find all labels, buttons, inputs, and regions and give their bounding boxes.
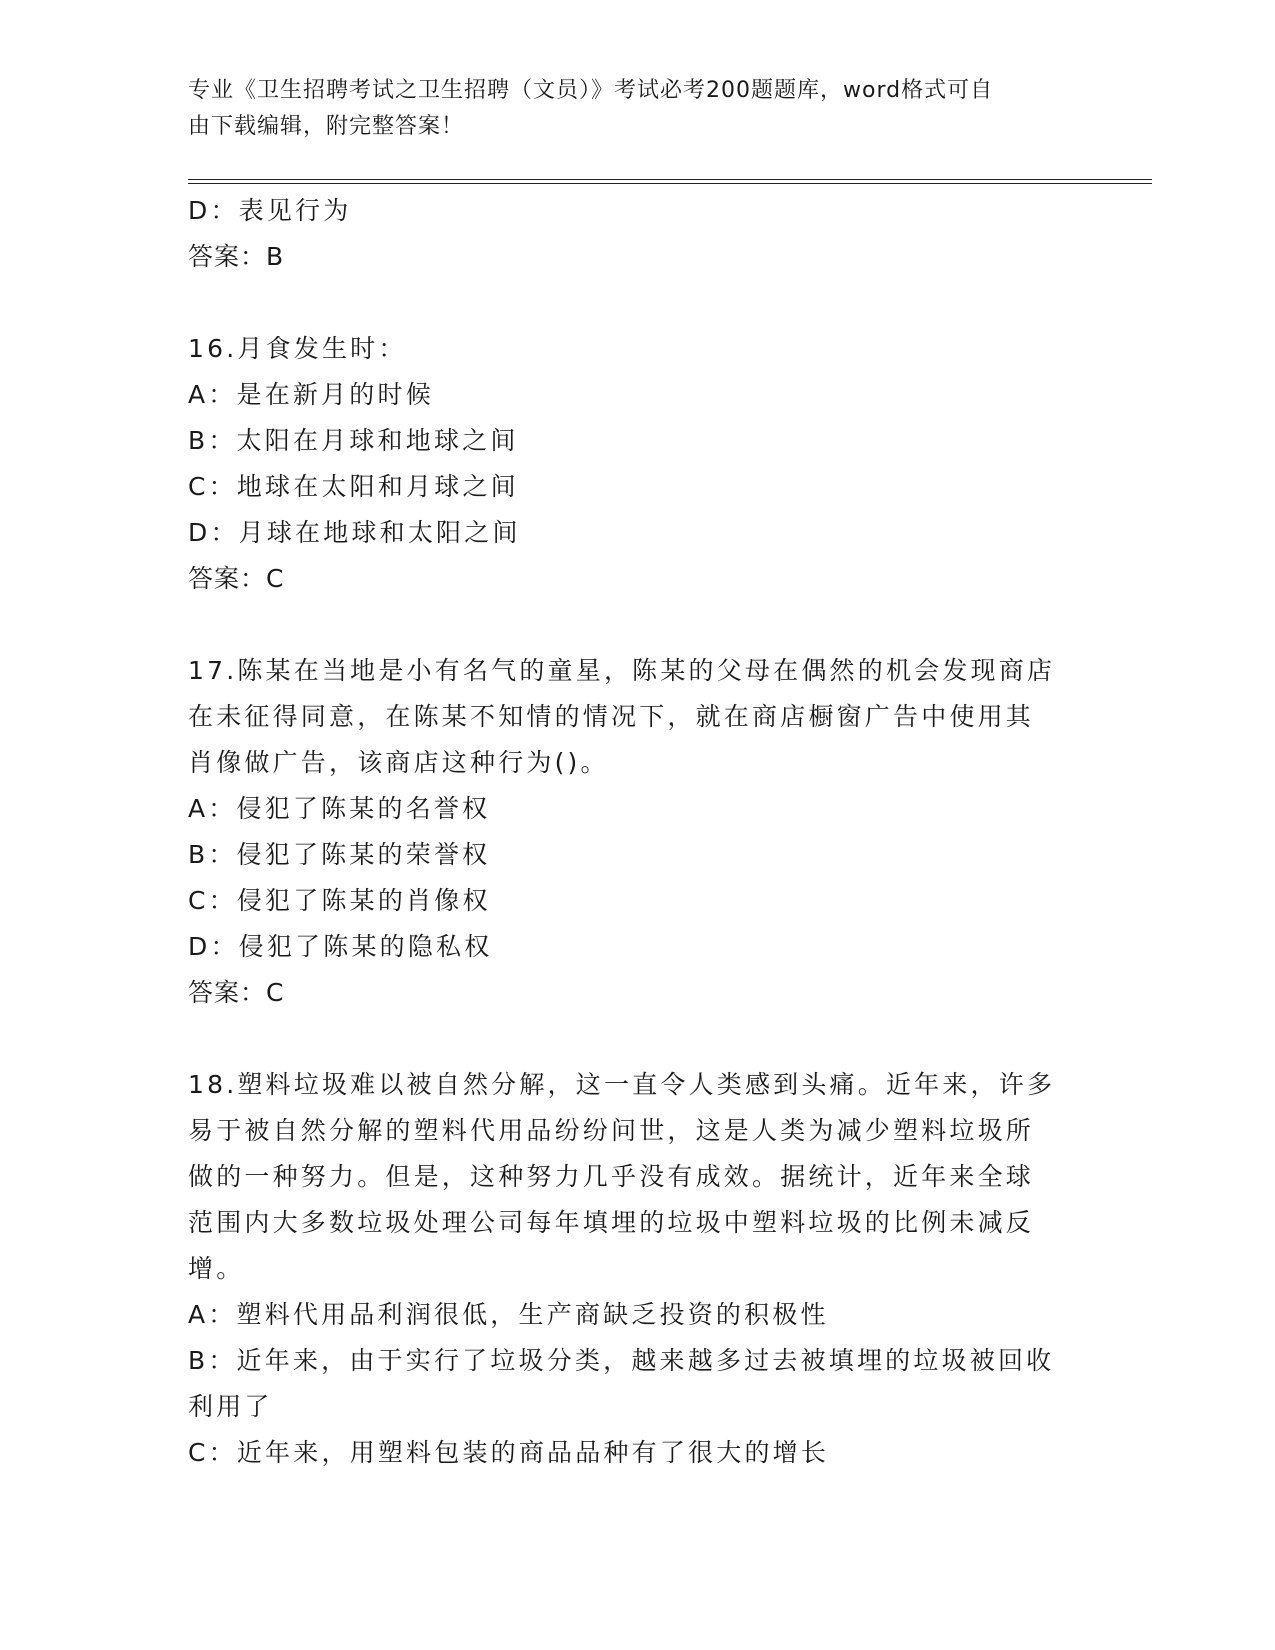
option-c: C：地球在太阳和月球之间 bbox=[188, 472, 519, 501]
header-line-1: 专业《卫生招聘考试之卫生招聘（文员）》考试必考200题题库，word格式可自 bbox=[188, 78, 994, 103]
question-17 bbox=[188, 648, 1088, 1016]
option-b-continuation: 利用了 bbox=[188, 1392, 273, 1421]
header-divider-bottom bbox=[188, 183, 1152, 184]
option-c: C：近年来，用塑料包装的商品品种有了很大的增长 bbox=[188, 1438, 830, 1467]
spacer bbox=[188, 1016, 1088, 1062]
option-c: C：侵犯了陈某的肖像权 bbox=[188, 886, 491, 915]
question-stem-line: 18.塑料垃圾难以被自然分解，这一直令人类感到头痛。近年来，许多 bbox=[188, 1070, 1056, 1099]
question-stem-line: 范围内大多数垃圾处理公司每年填埋的垃圾中塑料垃圾的比例未减反 bbox=[188, 1208, 1035, 1237]
option-b: B：太阳在月球和地球之间 bbox=[188, 426, 519, 455]
question-16 bbox=[188, 326, 1088, 602]
question-stem-line: 在未征得同意，在陈某不知情的情况下，就在商店橱窗广告中使用其 bbox=[188, 702, 1035, 731]
header-line-2: 由下载编辑，附完整答案！ bbox=[188, 114, 465, 139]
question-stem-line: 肖像做广告，该商店这种行为()。 bbox=[188, 748, 609, 777]
question-stem: 16.月食发生时： bbox=[188, 334, 407, 363]
header-divider-top bbox=[188, 179, 1152, 180]
option-a: A：是在新月的时候 bbox=[188, 380, 434, 409]
question-stem-line: 增。 bbox=[188, 1254, 245, 1283]
option-d: D：月球在地球和太阳之间 bbox=[188, 518, 521, 547]
spacer bbox=[188, 602, 1088, 648]
answer: 答案：B bbox=[188, 242, 285, 271]
document-header bbox=[188, 73, 1068, 145]
option-b: B：侵犯了陈某的荣誉权 bbox=[188, 840, 491, 869]
question-stem-line: 做的一种努力。但是，这种努力几乎没有成效。据统计，近年来全球 bbox=[188, 1162, 1035, 1191]
option-d: D：侵犯了陈某的隐私权 bbox=[188, 932, 493, 961]
option-b: B：近年来，由于实行了垃圾分类，越来越多过去被填埋的垃圾被回收 bbox=[188, 1346, 1055, 1375]
question-stem-line: 易于被自然分解的塑料代用品纷纷问世，这是人类为减少塑料垃圾所 bbox=[188, 1116, 1035, 1145]
spacer bbox=[188, 280, 1088, 326]
question-15-tail bbox=[188, 188, 1088, 280]
answer: 答案：C bbox=[188, 978, 285, 1007]
answer: 答案：C bbox=[188, 564, 285, 593]
question-stem-line: 17.陈某在当地是小有名气的童星，陈某的父母在偶然的机会发现商店 bbox=[188, 656, 1056, 685]
option-d: D：表见行为 bbox=[188, 196, 352, 225]
option-a: A：塑料代用品利润很低，生产商缺乏投资的积极性 bbox=[188, 1300, 829, 1329]
question-list bbox=[188, 188, 1088, 1476]
option-a: A：侵犯了陈某的名誉权 bbox=[188, 794, 491, 823]
question-18 bbox=[188, 1062, 1088, 1476]
